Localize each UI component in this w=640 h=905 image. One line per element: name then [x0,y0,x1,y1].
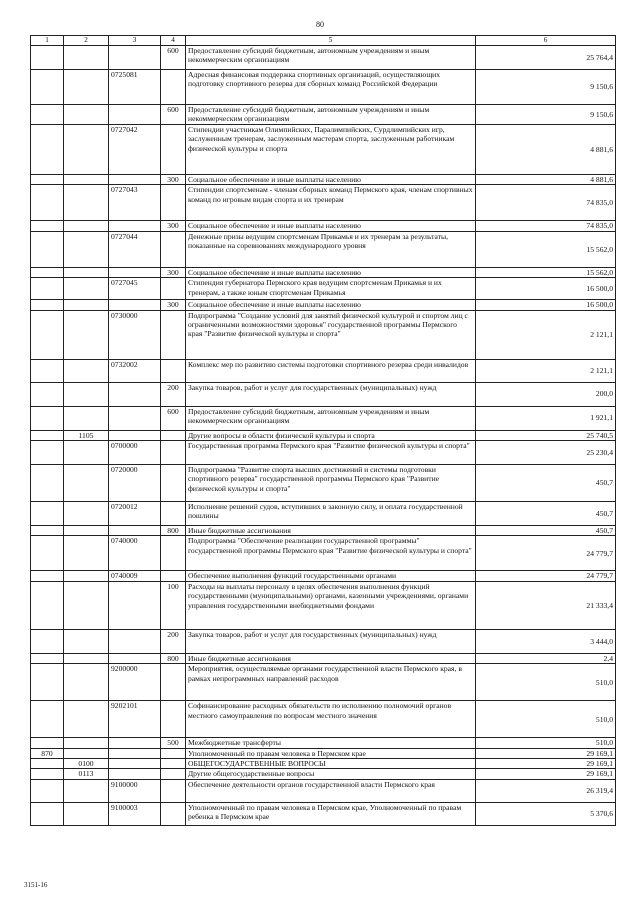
table-row [31,46,616,70]
amount-cell: 29 169,1 [476,748,616,758]
target-article-code-cell: 0727044 [109,231,161,267]
amount-cell: 510,0 [476,701,616,738]
header-col-2: 2 [64,36,109,46]
section-code-cell [64,526,109,536]
section-code-cell [64,300,109,310]
item-name-cell: ОБЩЕГОСУДАРСТВЕННЫЕ ВОПРОСЫ [186,759,476,769]
expense-type-code-cell [161,359,186,382]
table-row [31,738,616,748]
chapter-code-cell [31,70,64,105]
expense-type-code-cell [161,536,186,571]
amount-cell: 510,0 [476,738,616,748]
document-code: 3151-16 [24,881,48,889]
section-code-cell [64,701,109,738]
section-code-cell [64,70,109,105]
chapter-code-cell [31,185,64,221]
section-code-cell [64,185,109,221]
item-name-cell: Уполномоченный по правам человека в Пермском крае [186,748,476,758]
expense-type-code-cell [161,70,186,105]
expense-type-code-cell [161,802,186,825]
table-row [31,382,616,406]
expense-type-code-cell: 200 [161,629,186,653]
section-code-cell [64,382,109,406]
expense-type-code-cell: 600 [161,46,186,70]
amount-cell: 3 444,0 [476,629,616,653]
target-article-code-cell [109,653,161,663]
item-name-cell: Закупка товаров, работ и услуг для государственных (муниципальных) нужд [186,629,476,653]
expense-type-code-cell [161,125,186,175]
amount-cell: 5 370,6 [476,802,616,825]
table-row [31,359,616,382]
header-col-3: 3 [109,36,161,46]
target-article-code-cell [109,175,161,185]
amount-cell: 2 121,1 [476,359,616,382]
amount-cell: 25 764,4 [476,46,616,70]
target-article-code-cell: 9100003 [109,802,161,825]
table-row [31,310,616,359]
chapter-code-cell [31,502,64,526]
amount-cell: 2 121,1 [476,310,616,359]
table-row [31,748,616,758]
table-row [31,581,616,629]
chapter-code-cell [31,359,64,382]
item-name-cell: Предоставление субсидий бюджетным, автономным учреждениям и иным некоммерческим организациям [186,105,476,125]
section-code-cell [64,221,109,231]
expense-type-code-cell: 800 [161,526,186,536]
target-article-code-cell: 0700000 [109,441,161,465]
section-code-cell [64,536,109,571]
item-name-cell: Обеспечение выполнения функций государственными органами [186,571,476,581]
expense-type-code-cell: 300 [161,175,186,185]
amount-cell: 15 562,0 [476,267,616,277]
section-code-cell [64,802,109,825]
item-name-cell: Подпрограмма "Развитие спорта высших достижений и системы подготовки спортивного резерва" государственной программы Пермского края "Развитие физической культуры и спорта" [186,465,476,502]
target-article-code-cell [109,581,161,629]
amount-cell: 450,7 [476,502,616,526]
expense-type-code-cell [161,430,186,440]
table-row [31,629,616,653]
chapter-code-cell [31,278,64,300]
table-row [31,406,616,430]
chapter-code-cell [31,267,64,277]
target-article-code-cell: 0725081 [109,70,161,105]
amount-cell: 510,0 [476,664,616,701]
section-code-cell [64,779,109,802]
amount-cell: 9 150,6 [476,70,616,105]
target-article-code-cell [109,105,161,125]
section-code-cell [64,406,109,430]
target-article-code-cell [109,769,161,779]
table-row [31,571,616,581]
table-row [31,70,616,105]
expense-type-code-cell [161,701,186,738]
item-name-cell: Подпрограмма "Создание условий для занятий физической культурой и спортом лиц с ограниченными возможностями здоровья" государственной программы Пермского края "Развитие физической культуры и спорта" [186,310,476,359]
chapter-code-cell [31,738,64,748]
table-row [31,526,616,536]
expense-type-code-cell [161,759,186,769]
chapter-code-cell [31,310,64,359]
chapter-code-cell: 870 [31,748,64,758]
section-code-cell: 0100 [64,759,109,769]
chapter-code-cell [31,465,64,502]
section-code-cell [64,105,109,125]
amount-cell: 29 169,1 [476,759,616,769]
amount-cell: 4 881,6 [476,175,616,185]
chapter-code-cell [31,46,64,70]
item-name-cell: Подпрограмма "Обеспечение реализации государственной программы" государственной программы Пермского края "Развитие физической культуры и спорта" [186,536,476,571]
table-row [31,231,616,267]
header-col-6: 6 [476,36,616,46]
table-row [31,802,616,825]
amount-cell: 24 779,7 [476,536,616,571]
amount-cell: 25 740,5 [476,430,616,440]
chapter-code-cell [31,441,64,465]
item-name-cell: Закупка товаров, работ и услуг для государственных (муниципальных) нужд [186,382,476,406]
item-name-cell: Стипендии спортсменам - членам сборных команд Пермского края, членам спортивных команд по игровым видам спорта и их тренерам [186,185,476,221]
chapter-code-cell [31,664,64,701]
target-article-code-cell: 0740009 [109,571,161,581]
expense-type-code-cell: 800 [161,653,186,663]
section-code-cell [64,310,109,359]
target-article-code-cell [109,629,161,653]
chapter-code-cell [31,125,64,175]
section-code-cell [64,664,109,701]
amount-cell: 15 562,0 [476,231,616,267]
chapter-code-cell [31,769,64,779]
chapter-code-cell [31,581,64,629]
amount-cell: 450,7 [476,526,616,536]
target-article-code-cell: 9200000 [109,664,161,701]
section-code-cell [64,629,109,653]
amount-cell: 74 835,0 [476,185,616,221]
target-article-code-cell [109,406,161,430]
section-code-cell [64,441,109,465]
expense-type-code-cell [161,231,186,267]
item-name-cell: Межбюджетные трансферты [186,738,476,748]
table-row [31,221,616,231]
chapter-code-cell [31,231,64,267]
item-name-cell: Социальное обеспечение и иные выплаты населению [186,300,476,310]
chapter-code-cell [31,653,64,663]
chapter-code-cell [31,526,64,536]
item-name-cell: Адресная финансовая поддержка спортивных организаций, осуществляющих подготовку спортивного резерва для сборных команд Российской Федерации [186,70,476,105]
table-row [31,465,616,502]
table-row [31,267,616,277]
table-row [31,653,616,663]
target-article-code-cell [109,759,161,769]
amount-cell: 9 150,6 [476,105,616,125]
expense-type-code-cell: 500 [161,738,186,748]
header-col-5: 5 [186,36,476,46]
section-code-cell [64,653,109,663]
section-code-cell [64,571,109,581]
expense-type-code-cell [161,185,186,221]
target-article-code-cell: 0727043 [109,185,161,221]
item-name-cell: Социальное обеспечение и иные выплаты населению [186,175,476,185]
target-article-code-cell: 0732002 [109,359,161,382]
item-name-cell: Иные бюджетные ассигнования [186,526,476,536]
table-row [31,278,616,300]
chapter-code-cell [31,430,64,440]
item-name-cell: Социальное обеспечение и иные выплаты населению [186,267,476,277]
item-name-cell: Комплекс мер по развитию системы подготовки спортивного резерва среди инвалидов [186,359,476,382]
table-row [31,300,616,310]
section-code-cell: 1105 [64,430,109,440]
expense-type-code-cell [161,441,186,465]
table-row [31,769,616,779]
amount-cell: 16 500,0 [476,300,616,310]
expense-type-code-cell: 300 [161,221,186,231]
section-code-cell [64,738,109,748]
target-article-code-cell [109,748,161,758]
chapter-code-cell [31,300,64,310]
item-name-cell: Расходы на выплаты персоналу в целях обеспечения выполнения функций государственными (муниципальными) органами, казенными учреждениями, органами управления государственными внебюджетными фондами [186,581,476,629]
section-code-cell [64,748,109,758]
table-row [31,664,616,701]
table-row [31,759,616,769]
expense-type-code-cell [161,571,186,581]
item-name-cell: Стипендия губернатора Пермского края ведущим спортсменам Прикамья и их тренерам, а также юным спортсменам Прикамья [186,278,476,300]
expense-type-code-cell [161,664,186,701]
item-name-cell: Мероприятия, осуществляемые органами государственной власти Пермского края, в рамках непрограммных направлений расходов [186,664,476,701]
item-name-cell: Софинансирование расходных обязательств по исполнению полномочий органов местного самоуправления по вопросам местного значения [186,701,476,738]
item-name-cell: Другие общегосударственные вопросы [186,769,476,779]
item-name-cell: Иные бюджетные ассигнования [186,653,476,663]
chapter-code-cell [31,701,64,738]
budget-table [30,35,616,826]
table-row [31,441,616,465]
chapter-code-cell [31,759,64,769]
section-code-cell [64,125,109,175]
expense-type-code-cell [161,769,186,779]
target-article-code-cell: 0720000 [109,465,161,502]
section-code-cell: 0113 [64,769,109,779]
expense-type-code-cell [161,310,186,359]
section-code-cell [64,267,109,277]
target-article-code-cell [109,526,161,536]
item-name-cell: Уполномоченный по правам человека в Пермском крае, Уполномоченный по правам ребенка в Пермском крае [186,802,476,825]
amount-cell: 29 169,1 [476,769,616,779]
item-name-cell: Стипендии участникам Олимпийских, Паралимпийских, Сурдлимпийских игр, заслуженным тренерам, заслуженным мастерам спорта, заслуженным работникам физической культуры и спорта [186,125,476,175]
target-article-code-cell: 0730000 [109,310,161,359]
amount-cell: 2,4 [476,653,616,663]
chapter-code-cell [31,105,64,125]
table-row [31,701,616,738]
table-row [31,125,616,175]
target-article-code-cell [109,267,161,277]
section-code-cell [64,359,109,382]
target-article-code-cell: 0727045 [109,278,161,300]
amount-cell: 200,0 [476,382,616,406]
target-article-code-cell: 0720012 [109,502,161,526]
expense-type-code-cell [161,779,186,802]
chapter-code-cell [31,382,64,406]
table-header-row [31,36,616,46]
target-article-code-cell [109,738,161,748]
item-name-cell: Государственная программа Пермского края "Развитие физической культуры и спорта" [186,441,476,465]
table-row [31,430,616,440]
item-name-cell: Предоставление субсидий бюджетным, автономным учреждениям и иным некоммерческим организациям [186,46,476,70]
chapter-code-cell [31,536,64,571]
table-row [31,779,616,802]
chapter-code-cell [31,221,64,231]
amount-cell: 25 230,4 [476,441,616,465]
expense-type-code-cell: 200 [161,382,186,406]
section-code-cell [64,46,109,70]
amount-cell: 21 333,4 [476,581,616,629]
section-code-cell [64,278,109,300]
section-code-cell [64,465,109,502]
expense-type-code-cell [161,502,186,526]
page-number: 80 [316,20,324,29]
item-name-cell: Денежные призы ведущим спортсменам Прикамья и их тренерам за результаты, показанные на соревнованиях международного уровня [186,231,476,267]
section-code-cell [64,231,109,267]
table-row [31,502,616,526]
chapter-code-cell [31,571,64,581]
section-code-cell [64,502,109,526]
amount-cell: 4 881,6 [476,125,616,175]
chapter-code-cell [31,406,64,430]
target-article-code-cell [109,430,161,440]
amount-cell: 24 779,7 [476,571,616,581]
expense-type-code-cell [161,748,186,758]
target-article-code-cell: 0740000 [109,536,161,571]
target-article-code-cell: 0727042 [109,125,161,175]
expense-type-code-cell [161,465,186,502]
target-article-code-cell [109,46,161,70]
expense-type-code-cell: 100 [161,581,186,629]
table-row [31,185,616,221]
target-article-code-cell: 9100000 [109,779,161,802]
expense-type-code-cell [161,278,186,300]
amount-cell: 26 319,4 [476,779,616,802]
chapter-code-cell [31,779,64,802]
chapter-code-cell [31,802,64,825]
amount-cell: 450,7 [476,465,616,502]
section-code-cell [64,581,109,629]
header-col-1: 1 [31,36,64,46]
amount-cell: 74 835,0 [476,221,616,231]
item-name-cell: Социальное обеспечение и иные выплаты населению [186,221,476,231]
target-article-code-cell [109,382,161,406]
expense-type-code-cell: 300 [161,267,186,277]
table-row [31,536,616,571]
header-col-4: 4 [161,36,186,46]
expense-type-code-cell: 600 [161,406,186,430]
item-name-cell: Предоставление субсидий бюджетным, автономным учреждениям и иным некоммерческим организациям [186,406,476,430]
amount-cell: 1 921,1 [476,406,616,430]
item-name-cell: Обеспечение деятельности органов государственной власти Пермского края [186,779,476,802]
table-row [31,105,616,125]
amount-cell: 16 500,0 [476,278,616,300]
chapter-code-cell [31,629,64,653]
expense-type-code-cell: 300 [161,300,186,310]
expense-type-code-cell: 600 [161,105,186,125]
target-article-code-cell: 9202101 [109,701,161,738]
target-article-code-cell [109,221,161,231]
chapter-code-cell [31,175,64,185]
table-row [31,175,616,185]
item-name-cell: Другие вопросы в области физической культуры и спорта [186,430,476,440]
target-article-code-cell [109,300,161,310]
item-name-cell: Исполнение решений судов, вступивших в законную силу, и оплата государственной пошлины [186,502,476,526]
section-code-cell [64,175,109,185]
